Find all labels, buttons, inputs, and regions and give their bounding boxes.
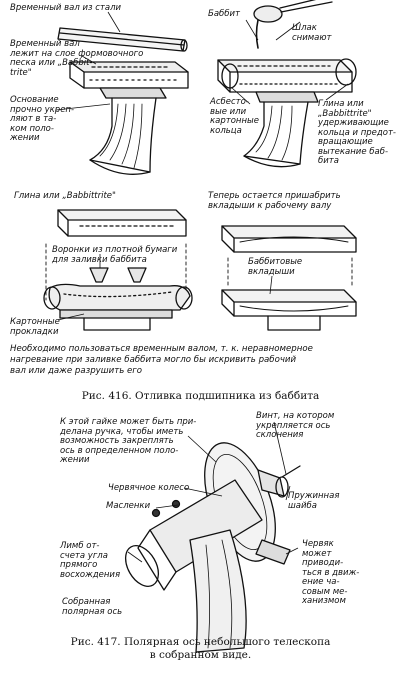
- caption-figure-416: Рис. 416. Отливка подшипника из баббита: [81, 390, 320, 402]
- note-temp-shaft: Необходимо пользоваться временным валом, т. к. неравномерное нагревание при заливке баббита могло бы искривить рабочий вал или даже разрушить его: [10, 344, 313, 376]
- top-liner-drawing: [222, 226, 356, 252]
- label-spring-washer: Пружинная шайба: [288, 491, 340, 511]
- bottom-liner-drawing: [222, 290, 356, 330]
- label-assembled-axis: Собранная полярная ось: [62, 597, 123, 617]
- label-clay-rings: Глина или „Babbittrite" удерживающие кольца и предот- вращающие вытекание баб- бита: [318, 99, 396, 166]
- label-worm-wheel: Червячное колесо: [108, 483, 190, 493]
- label-nut-handle: К этой гайке может быть при- делана ручка, чтобы иметь возможность закреплять ось в определенном поло- жении: [60, 417, 197, 465]
- label-asbestos-rings: Асбесто- вые или картонные кольца: [210, 97, 259, 136]
- label-funnels: Воронки из плотной бумаги для заливки баббита: [52, 245, 178, 265]
- clay-mold-assembly-drawing: [44, 284, 192, 330]
- caption-figure-417: Рис. 417. Полярная ось небольшого телескопа в собранном виде.: [70, 636, 331, 661]
- label-liners: Баббитовые вкладыши: [248, 257, 303, 277]
- label-babbit: Баббит: [208, 9, 240, 19]
- paper-funnels-drawing: [90, 268, 146, 282]
- babbit-mold-drawing: [218, 59, 356, 92]
- label-temp-shaft-on-sand: Временный вал лежит на слое формовочного песка или „Baбbit- trite": [10, 39, 144, 78]
- label-pads: Картонные прокладки: [10, 317, 60, 337]
- label-base-fixed: Основание прочно укреп- ляют в та- ком поло- жении: [10, 95, 75, 143]
- bearing-base-drawing: [90, 88, 166, 174]
- clay-top-half-drawing: [58, 210, 186, 236]
- label-screw-declination: Винт, на котором укрепляется ось склонения: [256, 411, 335, 440]
- label-oiler: Масленки: [106, 501, 151, 511]
- polar-axis-drawing: [119, 433, 300, 652]
- label-worm: Червяк может приводи- ться в движ- ение ча- совым ме- ханизмом: [302, 539, 360, 606]
- label-now-scrape: Теперь остается пришабрить вкладыши к рабочему валу: [208, 191, 341, 211]
- label-limb: Лимб от- счета угла прямого восхождения: [60, 541, 121, 580]
- label-clay: Глина или „Babbittrite": [14, 191, 116, 201]
- label-slag-removed: Шлак снимают: [292, 23, 332, 43]
- label-temp-shaft: Временный вал из стали: [10, 3, 122, 13]
